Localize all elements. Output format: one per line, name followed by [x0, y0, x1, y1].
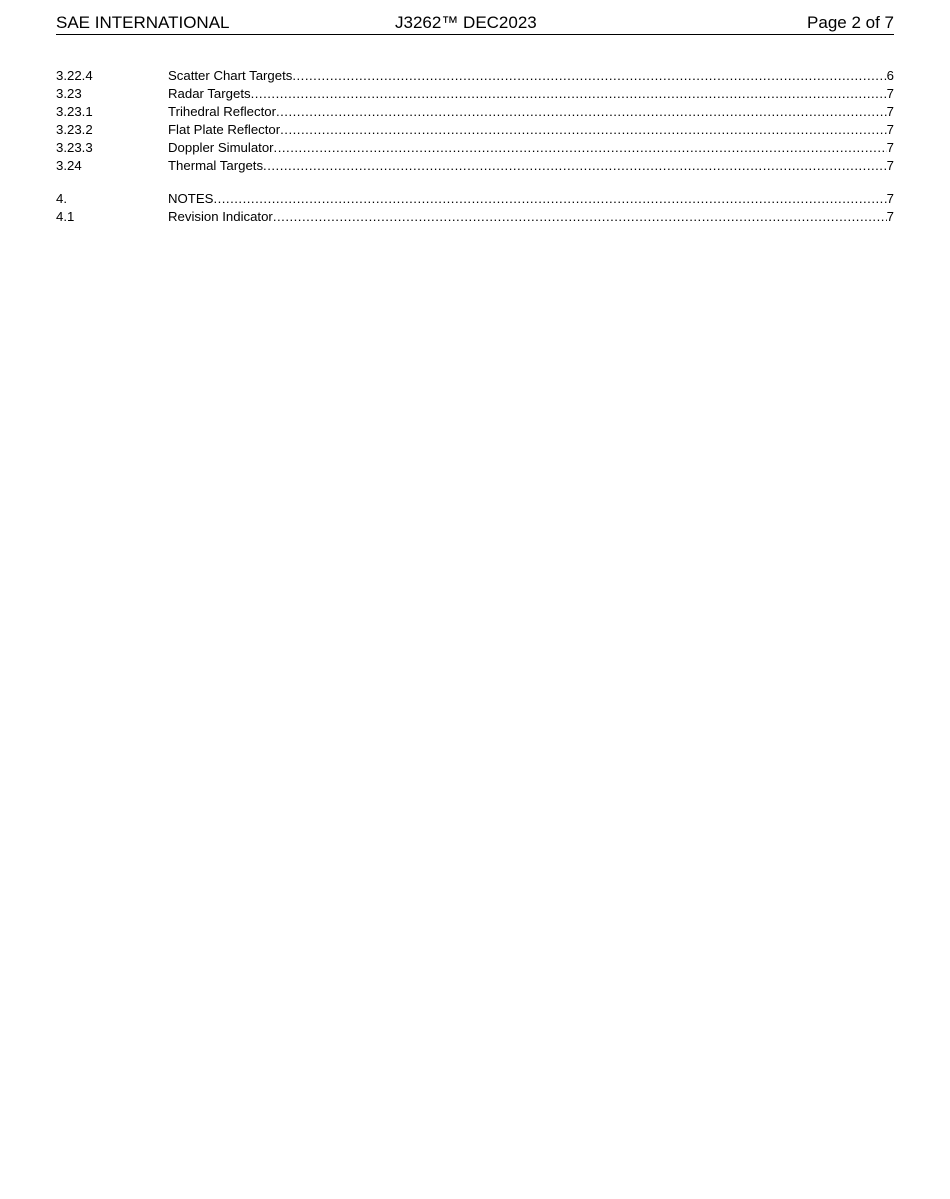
- toc-entry-number: 3.23.3: [56, 140, 93, 155]
- toc-entry-page: 7: [886, 122, 894, 137]
- toc-entry-title[interactable]: Radar Targets: [168, 86, 251, 101]
- toc-entry-page: 7: [886, 104, 894, 119]
- toc-dot-leader: [280, 121, 887, 139]
- toc-entry-title[interactable]: Doppler Simulator: [168, 140, 274, 155]
- toc-entry-number: 4.1: [56, 209, 75, 224]
- toc-entry-number: 3.23.1: [56, 104, 93, 119]
- toc-entry-title[interactable]: Scatter Chart Targets: [168, 68, 293, 83]
- toc-dot-leader: [263, 157, 887, 175]
- header-page-number: Page 2 of 7: [807, 13, 894, 32]
- toc-entry-page: 6: [886, 68, 894, 83]
- toc-entry-title[interactable]: Revision Indicator: [168, 209, 273, 224]
- toc-entry-page: 7: [886, 140, 894, 155]
- toc-entry-title[interactable]: Trihedral Reflector: [168, 104, 276, 119]
- toc-entry-page: 7: [886, 209, 894, 224]
- toc-dot-leader: [292, 67, 886, 85]
- toc-entry-title[interactable]: Flat Plate Reflector: [168, 122, 281, 137]
- toc-entry[interactable]: [56, 157, 894, 175]
- toc-entry[interactable]: [56, 103, 894, 121]
- toc-entry[interactable]: [56, 190, 894, 208]
- toc-entry-title[interactable]: Thermal Targets: [168, 158, 264, 173]
- toc-entry[interactable]: [56, 67, 894, 85]
- toc-dot-leader: [251, 85, 887, 103]
- toc-entry[interactable]: [56, 85, 894, 103]
- header-document-id: J3262™ DEC2023: [395, 13, 537, 32]
- toc-entry-number: 3.22.4: [56, 68, 93, 83]
- toc-entry-page: 7: [886, 191, 894, 206]
- toc-entry-number: 3.23: [56, 86, 82, 101]
- toc-dot-leader: [274, 139, 887, 157]
- table-of-contents: [56, 67, 894, 226]
- toc-entry-number: 3.24: [56, 158, 82, 173]
- toc-entry-page: 7: [886, 86, 894, 101]
- toc-entry-title[interactable]: NOTES: [168, 191, 214, 206]
- toc-entry-number: 4.: [56, 191, 67, 206]
- page-header: [56, 12, 894, 35]
- toc-entry[interactable]: [56, 208, 894, 226]
- toc-entry[interactable]: [56, 139, 894, 157]
- toc-dot-leader: [276, 103, 887, 121]
- toc-entry[interactable]: [56, 121, 894, 139]
- toc-dot-leader: [273, 208, 887, 226]
- toc-entry-number: 3.23.2: [56, 122, 93, 137]
- toc-dot-leader: [213, 190, 886, 208]
- header-organization: SAE INTERNATIONAL: [56, 13, 230, 32]
- toc-entry-page: 7: [886, 158, 894, 173]
